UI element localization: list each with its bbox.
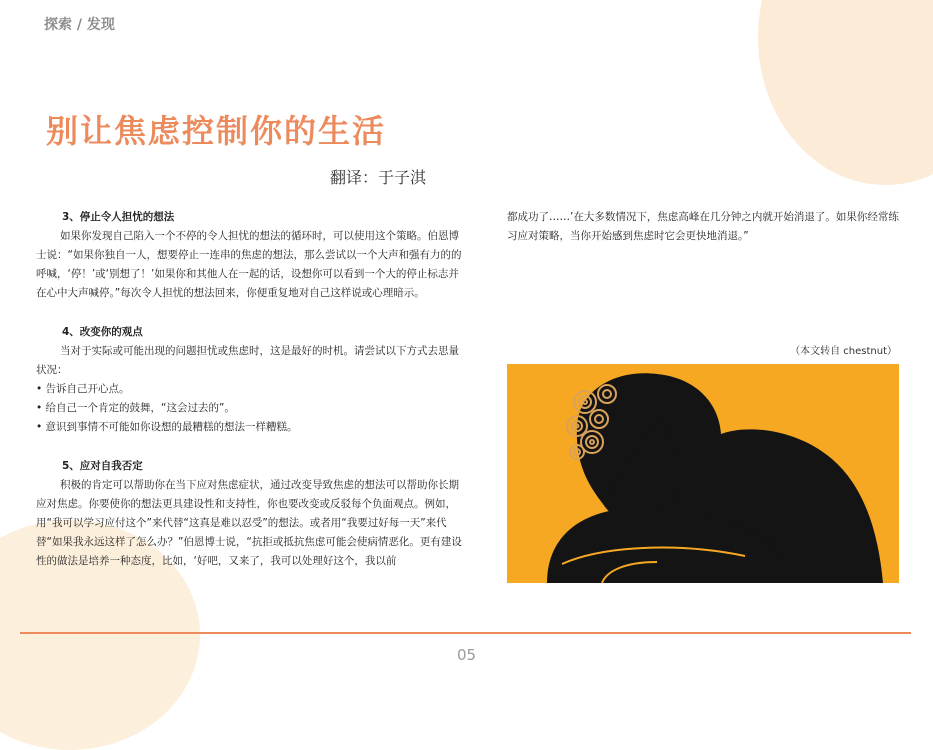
page-number: 05 xyxy=(456,646,477,664)
section-4-body: 当对于实际或可能出现的问题担忧或焦虑时，这是最好的时机。请尝试以下方式去思量状况： xyxy=(36,345,459,376)
source-note: （本文转自 chestnut） xyxy=(790,346,897,357)
worried-person-illustration xyxy=(507,364,899,583)
section-4-heading: 4、改变你的观点 xyxy=(62,326,143,338)
section-5-body: 积极的肯定可以帮助你在当下应对焦虑症状，通过改变导致焦虑的想法可以帮助你长期应对焦虑。你要使你的想法更具建设性和支持性，你也要改变或反驳每个负面观点。例如，用“我可以学习应付这个”来代替“这真是难以忍受”的想法。或者用“我要过好每一天”来代替“如果我永远这样了怎么办？”伯恩博士说，“抗拒或抵抗焦虑可能会使病情恶化。更有建设性的做法是培养一种态度，比如，‘好吧，又来了，我可以处理好这个，我以前 xyxy=(36,479,462,567)
bullet-item: • 意识到事情不可能如你设想的最糟糕的想法一样糟糕。 xyxy=(36,418,466,437)
right-column xyxy=(507,208,907,246)
left-column xyxy=(36,208,466,571)
section-3-body: 如果你发现自己陷入一个不停的令人担忧的想法的循环时，可以使用这个策略。伯恩博士说：“如果你独自一人，想要停止一连串的焦虑的想法，那么尝试以一个大声和强有力的的呼喊，‘停！’或‘别想了！’如果你和其他人在一起的话，设想你可以看到一个大的停止标志并在心中大声喊停。”每次令人担忧的想法回来，你便重复地对自己这样说或心理暗示。 xyxy=(36,230,462,299)
section-5-heading: 5、应对自我否定 xyxy=(62,460,143,472)
continuation-text: 都成功了……’在大多数情况下，焦虑高峰在几分钟之内就开始消退了。如果你经常练习应对策略，当你开始感到焦虑时它会更快地消退。” xyxy=(507,211,899,242)
section-header: 探索 / 发现 xyxy=(44,17,115,33)
article-title: 别让焦虑控制你的生活 xyxy=(46,112,387,150)
footer-divider xyxy=(20,632,911,634)
bullet-item: • 告诉自己开心点。 xyxy=(36,380,466,399)
bullet-item: • 给自己一个肯定的鼓舞，“这会过去的”。 xyxy=(36,399,466,418)
decorative-circle-top-right xyxy=(758,0,933,185)
article-byline: 翻译：于子淇 xyxy=(330,168,427,187)
section-3-heading: 3、停止令人担忧的想法 xyxy=(62,211,175,223)
